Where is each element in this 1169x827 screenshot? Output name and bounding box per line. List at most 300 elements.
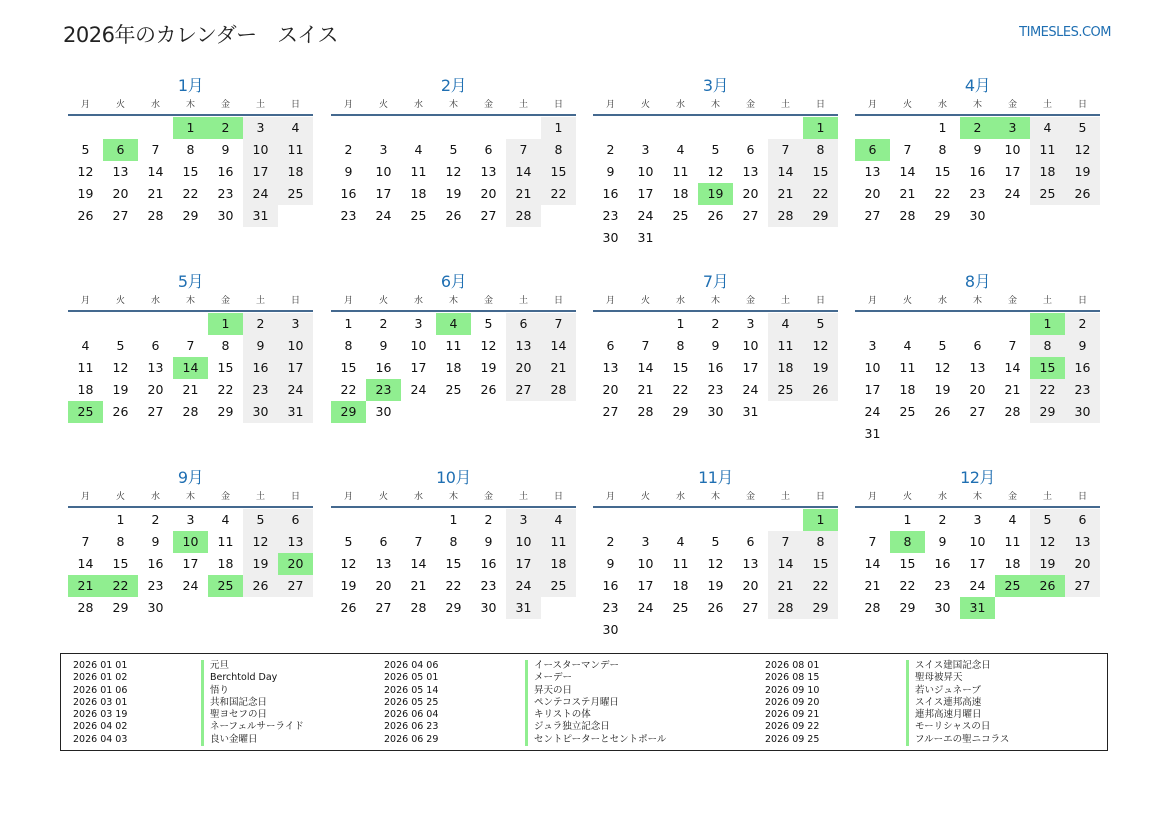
day-cell: 24 [969,578,986,593]
month-11 [593,466,838,641]
weekday-label: 日 [290,100,300,110]
empty-cell [890,313,925,335]
empty-cell [68,509,103,531]
day-cell: 16 [375,360,392,375]
day-cell: 3 [278,313,313,335]
day-cell: 15 [899,556,916,571]
day-cell: 5 [1030,509,1065,531]
weekday-label: 金 [483,296,493,306]
holiday-name: イースターマンデー [534,660,620,671]
weekday-label: 火 [115,100,125,110]
day-cell: 11 [278,139,313,161]
day-cell: 6 [484,142,493,157]
holiday-name: フルーエの聖ニコラス [915,733,1010,745]
day-cell: 19 [243,553,278,575]
weekday-header [855,294,1100,308]
empty-cell [628,313,663,335]
day-cell: 22 [217,382,234,397]
holiday-date: 2026 05 01 [384,672,439,684]
holiday-date: 2026 04 06 [384,660,439,671]
day-cell: 5 [938,338,947,353]
day-cell: 27 [742,208,759,223]
day-cell: 6 [746,534,755,549]
holiday-name: ペンテコステ月曜日 [534,696,619,708]
weekday-label: 火 [902,100,912,110]
holiday-date-column [765,660,875,746]
day-cell: 7 [151,142,160,157]
day-cell: 23 [602,600,619,615]
day-cell: 3 [973,512,982,527]
holiday-name: 連邦高速月曜日 [915,709,982,721]
month-title: 5月 [177,272,204,291]
day-cell: 16 [602,186,619,201]
weekday-label: 火 [902,296,912,306]
holiday-date: 2026 06 23 [384,721,439,733]
day-cell: 19 [1030,553,1065,575]
weekday-label: 火 [378,100,388,110]
day-cell: 11 [1030,139,1065,161]
day-cell: 6 [606,338,615,353]
day-grid [593,509,838,641]
holiday-date-column [384,660,494,746]
month-title: 8月 [964,272,991,291]
day-cell: 29 [934,208,951,223]
empty-cell [663,509,698,531]
holiday-date: 2026 03 01 [73,696,128,708]
weekday-label: 月 [605,100,615,110]
day-cell: 26 [934,404,951,419]
month-title: 6月 [440,272,467,291]
empty-cell [768,509,803,531]
day-cell: 3 [641,534,650,549]
weekday-label: 木 [972,492,982,502]
day-cell: 8 [1030,335,1065,357]
day-grid [855,509,1100,619]
day-cell: 7 [903,142,912,157]
day-cell: 24 [637,208,654,223]
weekday-label: 木 [972,100,982,110]
day-cell: 5 [243,509,278,531]
day-cell: 9 [1065,335,1100,357]
day-cell: 21 [1004,382,1021,397]
day-cell: 26 [707,600,724,615]
day-cell: 4 [903,338,912,353]
day-cell: 13 [1065,531,1100,553]
day-cell: 11 [541,531,576,553]
day-cell: 22 [934,186,951,201]
day-cell: 11 [410,164,427,179]
day-cell: 8 [541,139,576,161]
day-cell: 20 [602,382,619,397]
day-cell: 28 [541,379,576,401]
day-cell: 10 [410,338,427,353]
month-title: 11月 [698,468,733,487]
weekday-label: 土 [1042,492,1052,502]
holiday-name: ジュラ独立記念日 [534,721,610,733]
day-cell: 13 [112,164,129,179]
month-title: 10月 [436,468,471,487]
holiday-day: 1 [803,509,838,531]
weekday-label: 水 [413,296,423,306]
header-rule [593,310,838,312]
weekday-label: 日 [815,492,825,502]
month-10 [331,466,576,619]
header-rule [331,310,576,312]
day-cell: 16 [217,164,234,179]
day-cell: 6 [506,313,541,335]
day-cell: 27 [969,404,986,419]
weekday-label: 月 [80,100,90,110]
weekday-label: 火 [378,492,388,502]
header-rule [855,310,1100,312]
day-cell: 13 [742,164,759,179]
holiday-name: 聖母被昇天 [915,672,963,684]
day-cell: 4 [278,117,313,139]
weekday-label: 月 [80,296,90,306]
month-title: 4月 [964,76,991,95]
day-grid [68,117,313,227]
day-cell: 2 [711,316,720,331]
weekday-label: 水 [675,100,685,110]
weekday-label: 日 [1077,296,1087,306]
day-cell: 14 [506,161,541,183]
weekday-header [331,294,576,308]
holiday-name: メーデー [534,672,573,684]
day-cell: 6 [278,509,313,531]
weekday-label: 水 [937,296,947,306]
day-cell: 18 [77,382,94,397]
day-cell: 13 [602,360,619,375]
weekday-label: 月 [343,296,353,306]
day-cell: 26 [803,379,838,401]
day-cell: 9 [711,338,720,353]
day-cell: 15 [340,360,357,375]
day-cell: 18 [1004,556,1021,571]
day-cell: 17 [375,186,392,201]
day-cell: 10 [742,338,759,353]
day-cell: 20 [864,186,881,201]
day-cell: 26 [1065,183,1100,205]
day-cell: 28 [637,404,654,419]
weekday-label: 月 [80,492,90,502]
holiday-name: 悟り [210,684,230,696]
day-cell: 26 [112,404,129,419]
day-cell: 14 [1004,360,1021,375]
weekday-label: 木 [185,296,195,306]
day-cell: 27 [278,575,313,597]
day-cell: 19 [112,382,129,397]
day-cell: 18 [672,578,689,593]
holiday-day: 6 [855,139,890,161]
weekday-label: 月 [343,492,353,502]
weekday-label: 日 [815,100,825,110]
day-cell: 24 [637,600,654,615]
holiday-day: 2 [960,117,995,139]
day-cell: 26 [243,575,278,597]
day-cell: 21 [864,578,881,593]
day-cell: 2 [151,512,160,527]
day-cell: 8 [676,338,685,353]
weekday-label: 月 [867,100,877,110]
day-cell: 14 [768,553,803,575]
day-cell: 14 [77,556,94,571]
day-cell: 30 [243,401,278,423]
day-cell: 17 [182,556,199,571]
empty-cell [103,117,138,139]
weekday-label: 月 [605,492,615,502]
empty-cell [960,313,995,335]
day-cell: 24 [182,578,199,593]
weekday-label: 火 [640,296,650,306]
month-3 [593,74,838,249]
weekday-label: 日 [290,296,300,306]
empty-cell [855,509,890,531]
day-cell: 22 [1030,379,1065,401]
day-cell: 31 [278,401,313,423]
day-cell: 9 [151,534,160,549]
day-cell: 12 [1065,139,1100,161]
day-cell: 12 [445,164,462,179]
holiday-day: 1 [173,117,208,139]
day-cell: 15 [217,360,234,375]
day-cell: 13 [147,360,164,375]
day-cell: 11 [899,360,916,375]
holiday-day: 19 [698,183,733,205]
holiday-name: スイス連邦高速 [915,696,982,708]
day-cell: 3 [641,142,650,157]
day-cell: 15 [112,556,129,571]
day-cell: 17 [243,161,278,183]
weekday-label: 木 [972,296,982,306]
day-cell: 12 [243,531,278,553]
weekday-label: 土 [780,100,790,110]
holiday-name: 昇天の日 [534,684,573,696]
site-brand: TIMESLES.COM [1019,25,1111,40]
day-cell: 2 [484,512,493,527]
day-cell: 27 [375,600,392,615]
day-cell: 8 [221,338,230,353]
day-cell: 27 [480,208,497,223]
day-cell: 29 [803,597,838,619]
empty-cell [401,509,436,531]
weekday-label: 日 [290,492,300,502]
header-rule [593,506,838,508]
day-cell: 2 [938,512,947,527]
weekday-label: 土 [780,296,790,306]
day-cell: 25 [672,208,689,223]
day-cell: 20 [506,357,541,379]
empty-cell [593,117,628,139]
day-cell: 8 [449,534,458,549]
weekday-label: 月 [867,492,877,502]
day-cell: 20 [969,382,986,397]
holiday-date: 2026 04 02 [73,721,128,733]
day-cell: 16 [602,578,619,593]
weekday-label: 水 [675,492,685,502]
empty-cell [331,509,366,531]
day-cell: 10 [278,335,313,357]
day-cell: 2 [243,313,278,335]
holiday-day: 8 [890,531,925,553]
empty-cell [698,509,733,531]
day-cell: 8 [344,338,353,353]
day-cell: 7 [768,531,803,553]
day-cell: 10 [637,556,654,571]
day-cell: 19 [77,186,94,201]
weekday-label: 土 [518,100,528,110]
empty-cell [506,117,541,139]
holiday-date: 2026 09 21 [765,709,820,721]
holiday-date: 2026 01 06 [73,684,128,696]
day-grid [331,509,576,619]
day-cell: 22 [672,382,689,397]
day-grid [855,117,1100,227]
day-cell: 20 [480,186,497,201]
weekday-header [68,294,313,308]
day-cell: 9 [606,164,615,179]
day-cell: 4 [1030,117,1065,139]
day-cell: 16 [707,360,724,375]
day-cell: 6 [746,142,755,157]
day-cell: 16 [969,164,986,179]
month-8 [855,270,1100,445]
holiday-day: 1 [1030,313,1065,335]
day-cell: 12 [707,164,724,179]
day-cell: 17 [506,553,541,575]
weekday-header [855,490,1100,504]
empty-cell [733,117,768,139]
day-cell: 5 [449,142,458,157]
holiday-day: 3 [995,117,1030,139]
day-cell: 11 [672,556,689,571]
day-cell: 5 [1065,117,1100,139]
weekday-label: 日 [553,492,563,502]
holiday-day: 26 [1030,575,1065,597]
day-cell: 10 [864,360,881,375]
day-cell: 11 [445,338,462,353]
weekday-label: 火 [115,492,125,502]
day-cell: 16 [340,186,357,201]
month-6 [331,270,576,423]
empty-cell [855,313,890,335]
day-cell: 1 [903,512,912,527]
weekday-label: 金 [745,100,755,110]
holiday-name: モーリシャスの日 [915,721,991,733]
empty-cell [593,313,628,335]
day-cell: 13 [864,164,881,179]
holiday-date: 2026 08 15 [765,672,820,684]
day-cell: 18 [541,553,576,575]
day-cell: 9 [484,534,493,549]
day-cell: 5 [803,313,838,335]
day-cell: 21 [637,382,654,397]
header-rule [331,506,576,508]
day-cell: 25 [672,600,689,615]
holiday-name: 聖ヨセフの日 [210,709,268,721]
weekday-label: 火 [640,492,650,502]
day-cell: 9 [379,338,388,353]
weekday-label: 水 [150,492,160,502]
weekday-header [855,98,1100,112]
empty-cell [103,313,138,335]
holiday-day: 6 [103,139,138,161]
day-cell: 14 [410,556,427,571]
holiday-name: スイス建国記念日 [915,660,991,671]
day-cell: 19 [340,578,357,593]
weekday-label: 水 [413,100,423,110]
day-cell: 7 [506,139,541,161]
holiday-day: 2 [208,117,243,139]
day-cell: 25 [410,208,427,223]
weekday-label: 日 [1077,492,1087,502]
day-cell: 19 [1065,161,1100,183]
holiday-day: 31 [960,597,995,619]
day-cell: 12 [803,335,838,357]
header-rule [68,506,313,508]
day-cell: 30 [217,208,234,223]
day-cell: 19 [445,186,462,201]
day-cell: 20 [1065,553,1100,575]
weekday-header [68,490,313,504]
weekday-header [593,294,838,308]
holiday-date: 2026 09 25 [765,733,820,745]
header-rule [68,310,313,312]
day-cell: 27 [602,404,619,419]
day-cell: 3 [186,512,195,527]
day-cell: 2 [1065,313,1100,335]
day-cell: 21 [541,357,576,379]
day-cell: 9 [606,556,615,571]
day-cell: 11 [1004,534,1021,549]
day-cell: 18 [899,382,916,397]
day-cell: 1 [344,316,353,331]
day-cell: 6 [973,338,982,353]
day-cell: 3 [868,338,877,353]
day-cell: 21 [182,382,199,397]
weekday-label: 土 [255,100,265,110]
day-cell: 7 [768,139,803,161]
empty-cell [68,117,103,139]
holiday-name: 元旦 [210,660,230,671]
weekday-label: 金 [220,296,230,306]
weekday-label: 木 [448,296,458,306]
day-cell: 7 [81,534,90,549]
weekday-label: 火 [115,296,125,306]
weekday-label: 土 [518,296,528,306]
day-cell: 4 [221,512,230,527]
weekday-label: 金 [1007,296,1017,306]
day-cell: 20 [742,578,759,593]
weekday-label: 水 [675,296,685,306]
holiday-name-column [201,660,304,746]
day-cell: 1 [676,316,685,331]
weekday-label: 日 [1077,100,1087,110]
day-cell: 14 [864,556,881,571]
day-cell: 18 [217,556,234,571]
day-cell: 12 [480,338,497,353]
holiday-day: 15 [1030,357,1065,379]
day-cell: 26 [340,600,357,615]
day-cell: 31 [506,597,541,619]
day-cell: 15 [672,360,689,375]
day-cell: 3 [243,117,278,139]
month-title: 12月 [960,468,995,487]
empty-cell [173,313,208,335]
day-cell: 5 [711,534,720,549]
day-grid [68,509,313,619]
day-cell: 5 [81,142,90,157]
day-cell: 17 [742,360,759,375]
